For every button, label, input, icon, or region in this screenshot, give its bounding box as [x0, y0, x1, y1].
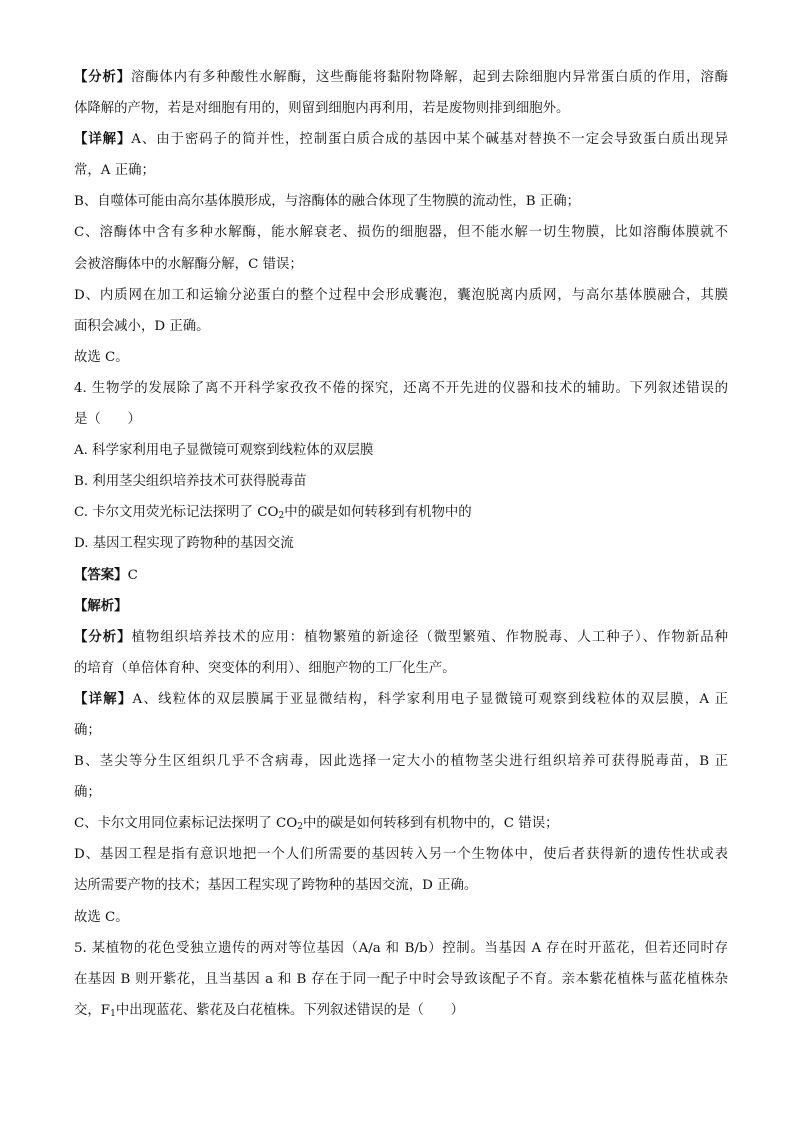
- q5-stem-line-1: 5. 某植物的花色受独立遗传的两对等位基因（A/a 和 B/b）控制。当基因 A 存在时开蓝花，但若还同时存: [74, 940, 728, 956]
- q3-detail-d-line-2: 面积会减小，D 正确。: [74, 318, 210, 334]
- document-body: [74, 62, 728, 1026]
- answer-value: C: [127, 567, 138, 583]
- detail-c-text: C、卡尔文用同位素标记法探明了 CO: [74, 816, 298, 832]
- q3-detail-b: B、自噬体可能由高尔基体膜形成，与溶酶体的融合体现了生物膜的流动性，B 正确；: [74, 194, 580, 210]
- detail-c-text-tail: 中的碳是如何转移到有机物中的，C 错误；: [302, 816, 559, 832]
- q4-detail-a-line-2: 确；: [74, 722, 101, 738]
- q4-explain-heading: [74, 591, 728, 622]
- detail-tag: 【详解】: [74, 691, 133, 707]
- q4-conclusion: 故选 C。: [74, 909, 129, 925]
- q3-analysis-line-1: [74, 62, 728, 93]
- q4-detail-c: [74, 808, 728, 839]
- detail-tag: 【详解】: [74, 132, 132, 148]
- answer-tag: 【答案】: [74, 567, 128, 583]
- q4-detail-d-line-1: D、基因工程是指有意识地把一个人们所需要的基因转入另一个生物体中，使后者获得新的遗传性状或表: [74, 847, 728, 863]
- q3-detail-a-line-1: [74, 124, 728, 155]
- q3-detail-a-line-2: 常，A 正确；: [74, 163, 155, 179]
- analysis-text: 溶酶体内有多种酸性水解酶，这些酶能将黏附物降解，起到去除细胞内异常蛋白质的作用，溶酶: [130, 70, 728, 85]
- q4-analysis-line-1: [74, 622, 728, 653]
- q5-stem-line-2: 在基因 B 则开紫花，且当基因 a 和 B 存在于同一配子中时会导致该配子不育。亲本紫花植株与蓝花植株杂: [74, 971, 728, 987]
- q3-analysis-line-2: 体降解的产物，若是对细胞有用的，则留到细胞内再利用，若是废物则排到细胞外。: [74, 101, 570, 117]
- q3-detail-c-line-1: C、溶酶体中含有多种水解酶，能水解衰老、损伤的细胞器，但不能水解一切生物膜，比如溶酶体膜就不: [74, 225, 728, 241]
- q4-detail-d-line-2: 达所需要产物的技术；基因工程实现了跨物种的基因交流，D 正确。: [74, 878, 478, 894]
- q4-analysis-line-2: 的培育（单倍体育种、突变体的利用）、细胞产物的工厂化生产。: [74, 660, 456, 676]
- q4-detail-b-line-1: B、茎尖等分生区组织几乎不含病毒，因此选择一定大小的植物茎尖进行组织培养可获得脱毒苗，B 正: [74, 754, 728, 770]
- stem-text-tail: 中出现蓝花、紫花及白花植株。下列叙述错误的是（ ）: [115, 1002, 464, 1018]
- option-c-text-tail: 中的碳是如何转移到有机物中的: [284, 505, 472, 521]
- analysis-tag: 【分析】: [74, 70, 131, 85]
- subscript: 1: [110, 1008, 116, 1019]
- q4-stem-line-2: 是（ ）: [74, 412, 141, 428]
- q4-detail-a-line-1: [74, 684, 728, 715]
- q3-detail-d-line-1: D、内质网在加工和运输分泌蛋白的整个过程中会形成囊泡，囊泡脱离内质网，与高尔基体膜融合，其膜: [74, 287, 728, 303]
- q3-detail-c-line-2: 会被溶酶体中的水解酶分解，C 错误；: [74, 256, 303, 272]
- q4-stem-line-1: 4. 生物学的发展除了离不开科学家孜孜不倦的探究，还离不开先进的仪器和技术的辅助。下列叙述错误的: [74, 380, 728, 396]
- detail-text: A、由于密码子的简并性，控制蛋白质合成的基因中某个碱基对替换不一定会导致蛋白质出现异: [131, 132, 728, 148]
- q4-option-a: A. 科学家利用电子显微镜可观察到线粒体的双层膜: [74, 443, 374, 459]
- subscript: 2: [297, 822, 303, 833]
- q4-option-c: [74, 497, 728, 528]
- q4-option-b: B. 利用茎尖组织培养技术可获得脱毒苗: [74, 474, 307, 490]
- subscript: 2: [278, 511, 285, 522]
- option-c-text: C. 卡尔文用荧光标记法探明了 CO: [74, 505, 279, 521]
- analysis-tag: 【分析】: [74, 629, 132, 645]
- q4-detail-b-line-2: 确；: [74, 785, 101, 801]
- explain-tag: 【解析】: [74, 598, 128, 614]
- q3-conclusion: 故选 C。: [74, 349, 129, 365]
- stem-text: 交，F: [74, 1002, 111, 1018]
- q4-answer: [74, 560, 728, 591]
- q5-stem-line-3: [74, 995, 728, 1026]
- detail-text: A、线粒体的双层膜属于亚显微结构，科学家利用电子显微镜可观察到线粒体的双层膜，A 正: [132, 691, 728, 707]
- q4-option-d: D. 基因工程实现了跨物种的基因交流: [74, 536, 294, 552]
- analysis-text: 植物组织培养技术的应用：植物繁殖的新途径（微型繁殖、作物脱毒、人工种子）、作物新品种: [131, 629, 728, 645]
